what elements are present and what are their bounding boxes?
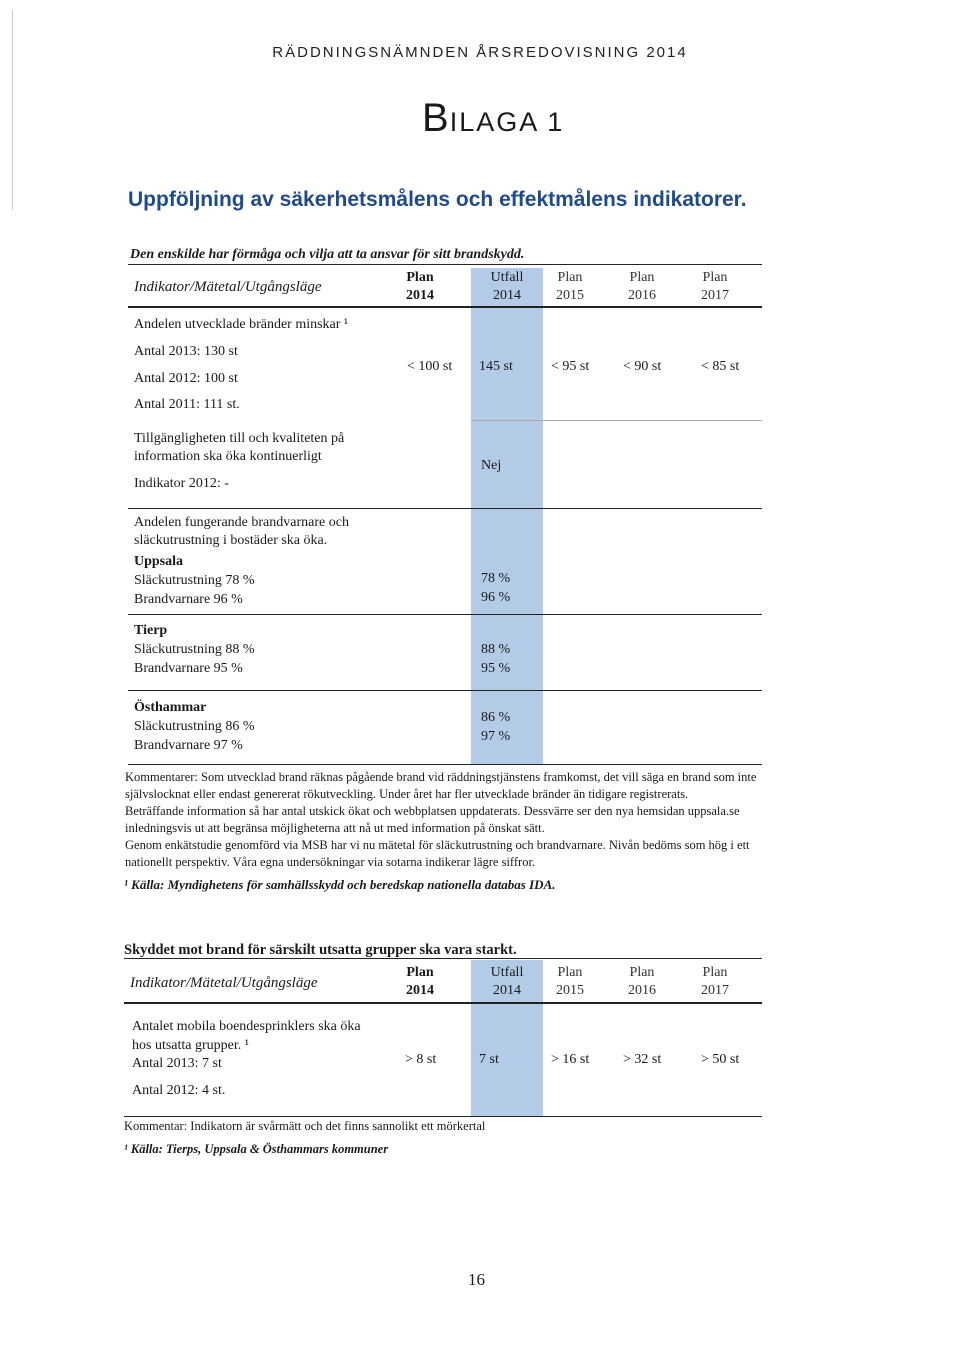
row1-rule [471,420,762,421]
section2-comment: Kommentar: Indikatorn är svårmätt och det finns sannolikt ett mörkertal [124,1119,486,1133]
row1-plan2016: < 90 st [623,359,662,374]
section2-col-plan2016: Plan 2016 [628,965,656,998]
section1-top-rule [128,264,762,265]
row2-line-2: information ska öka kontinuerligt [134,449,322,464]
tierp-brand-value: 95 % [481,661,511,676]
tierp-slack-value: 88 % [481,642,511,657]
osthammar-brand: Brandvarnare 97 % [134,738,243,753]
row3-line-1: Andelen fungerande brandvarnare och [134,515,349,530]
section1-indicator-header: Indikator/Mätetal/Utgångsläge [134,279,322,295]
section1-source: ¹ Källa: Myndighetens för samhällsskydd och beredskap nationella databas IDA. [124,877,556,892]
tierp-rule [128,690,762,691]
s2-row1-line-3: Antal 2013: 7 st [132,1056,222,1071]
section1-col-plan2017: Plan 2017 [701,270,729,303]
section1-col-plan2016: Plan 2016 [628,270,656,303]
s2-row1-line-1: Antalet mobila boendesprinklers ska öka [132,1019,361,1034]
row1-plan2015: < 95 st [551,359,590,374]
section-heading: Uppföljning av säkerhetsmålens och effektmålens indikatorer. [128,188,747,211]
osthammar-slack: Släckutrustning 86 % [134,719,255,734]
row2-utfall2014: Nej [481,458,502,473]
section2-top-rule [124,958,762,959]
row1-utfall2014: 145 st [479,359,513,374]
comment-line-3: Beträffande information så har antal utskick ökat och webbplatsen uppdaterats. Dessvärre ser den nya hemsidan uppsala.se [125,804,740,818]
comment-line-2: självslocknat eller endast genererat rökutveckling. Under året har fler utvecklade bränder än tidigare registrerats. [125,787,689,801]
section2-col-plan2017: Plan 2017 [701,965,729,998]
s2-plan2015: > 16 st [551,1052,590,1067]
uppsala-slack-value: 78 % [481,571,511,586]
row3-line-2: släckutrustning i bostäder ska öka. [134,533,328,548]
s2-utfall2014: 7 st [479,1052,499,1067]
section2-bottom-rule [124,1116,762,1117]
page-header: RÄDDNINGSNÄMNDEN ÅRSREDOVISNING 2014 [272,44,688,61]
section1-col-plan2015: Plan 2015 [556,270,584,303]
comment-line-1: Kommentarer: Som utvecklad brand räknas pågående brand vid räddningstjänstens framkomst, det vill säga en brand som inte [125,770,757,784]
section1-col-plan2014: Plan 2014 [406,270,434,303]
s2-row1-line-4: Antal 2012: 4 st. [132,1083,226,1098]
osthammar-slack-value: 86 % [481,710,511,725]
s2-plan2017: > 50 st [701,1052,740,1067]
tierp-slack: Släckutrustning 88 % [134,642,255,657]
scan-edge-line [12,10,13,210]
osthammar-brand-value: 97 % [481,729,511,744]
row1-line-4: Antal 2011: 111 st. [134,397,240,412]
appendix-title-rest: ILAGA 1 [449,107,565,137]
section2-col-plan2015: Plan 2015 [556,965,584,998]
section1-header-rule [128,306,762,308]
section1-bottom-rule [128,764,762,765]
osthammar-label: Östhammar [134,700,207,715]
uppsala-brand-value: 96 % [481,590,511,605]
appendix-title [422,96,564,141]
tierp-brand: Brandvarnare 95 % [134,661,243,676]
section2-source: ¹ Källa: Tierps, Uppsala & Östhammars kommuner [124,1142,389,1156]
comment-line-6: nationellt perspektiv. Våra egna undersökningar via sotarna indikerar lägre siffror. [125,855,536,869]
section1-title: Den enskilde har förmåga och vilja att ta ansvar för sitt brandskydd. [130,247,525,262]
uppsala-slack: Släckutrustning 78 % [134,573,255,588]
row2-line-1: Tillgängligheten till och kvaliteten på [134,431,345,446]
section2-col-plan2014: Plan 2014 [406,965,434,998]
row1-plan2014: < 100 st [407,359,453,374]
uppsala-label: Uppsala [134,554,184,569]
s2-plan2016: > 32 st [623,1052,662,1067]
page-number: 16 [468,1270,485,1289]
row1-plan2017: < 85 st [701,359,740,374]
row1-line-3: Antal 2012: 100 st [134,371,238,386]
uppsala-rule [128,614,762,615]
s2-plan2014: > 8 st [405,1052,437,1067]
comment-line-5: Genom enkätstudie genomförd via MSB har vi nu mätetal för släckutrustning och brandvarnare. Nivån bedöms som hög i ett [125,838,750,852]
section2-indicator-header: Indikator/Mätetal/Utgångsläge [130,975,318,991]
row2-line-3: Indikator 2012: - [134,476,229,491]
section2-header-rule [124,1002,762,1004]
tierp-label: Tierp [134,623,168,638]
s2-row1-line-2: hos utsatta grupper. ¹ [132,1038,249,1053]
uppsala-brand: Brandvarnare 96 % [134,592,243,607]
section1-col-utfall2014: Utfall 2014 [490,270,524,303]
comment-line-4: inledningsvis ut att begränsa möjligheterna att nå ut med information på önskat sätt. [125,821,545,835]
section2-col-utfall2014: Utfall 2014 [490,965,524,998]
row1-line-2: Antal 2013: 130 st [134,344,238,359]
section2-title: Skyddet mot brand för särskilt utsatta grupper ska vara starkt. [124,942,517,958]
row1-line-1: Andelen utvecklade bränder minskar ¹ [134,317,349,332]
appendix-title-initial: B [422,96,449,140]
row2-rule [128,508,762,509]
